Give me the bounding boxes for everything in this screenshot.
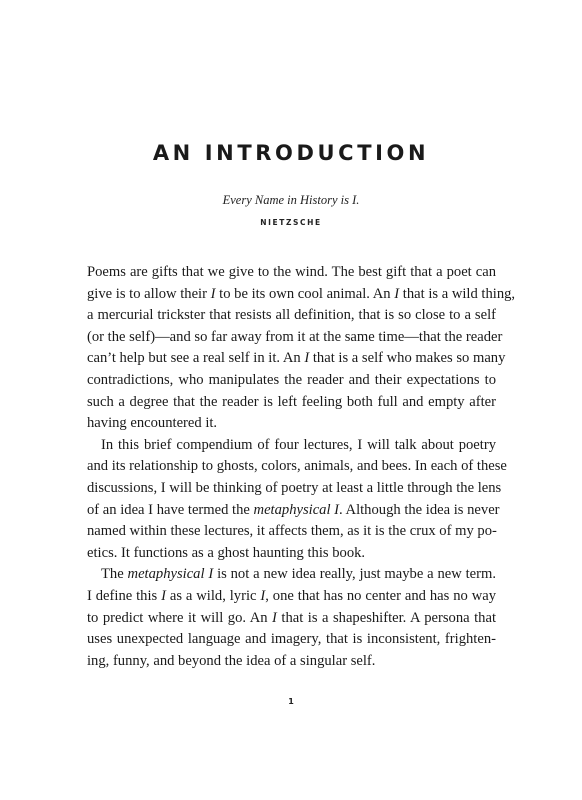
text-run: . Although the idea is never: [339, 501, 500, 518]
text-run: that is a self who makes so many: [309, 350, 506, 367]
page-number: 1: [288, 697, 294, 706]
text-run: discussions, I will be thinking of poetry at least a little through the lens: [87, 479, 502, 496]
text-run: (or the self)—and so far away from it at the same time—that the reader: [87, 328, 503, 345]
text-run: can’t help but see a real self in it. An: [87, 350, 305, 367]
chapter-title: AN INTRODUCTION: [152, 141, 430, 165]
text-run: to be its own cool animal. An: [215, 285, 395, 302]
body-line: [87, 543, 496, 565]
body-line: [87, 348, 506, 370]
body-line: [87, 608, 496, 630]
text-run: that is a shapeshifter. A persona that: [276, 609, 496, 626]
italic-text: I: [394, 285, 400, 302]
text-run: that is a wild thing,: [399, 285, 516, 302]
epigraph-quote: Every Name in History is I.: [222, 193, 360, 207]
body-line: [87, 456, 507, 478]
text-run: In this brief compendium of four lectures, I will talk about poetry: [101, 436, 496, 453]
text-run: give is to allow their: [87, 285, 211, 302]
italic-text: I: [210, 285, 216, 302]
italic-text: I: [161, 587, 166, 604]
text-run: contradictions, who manipulates the reader and their expectations to: [87, 371, 496, 388]
text-run: of an idea I have termed the: [87, 501, 254, 518]
text-run: I define this: [87, 587, 162, 604]
text-run: is not a new idea really, just maybe a new term.: [213, 566, 496, 583]
text-run: Poems are gifts that we give to the wind. The best gift that a poet can: [87, 264, 496, 280]
body-line: [87, 478, 502, 500]
body-line: [87, 435, 496, 457]
body-line: [87, 564, 496, 586]
text-run: etics. It functions as a ghost haunting this book.: [87, 544, 366, 561]
text-run: named within these lectures, it affects them, as it is the crux of my po-: [87, 523, 497, 540]
body-line: [87, 629, 496, 651]
text-run: ing, funny, and beyond the idea of a singular self.: [87, 652, 376, 669]
body-line: [87, 284, 516, 306]
italic-text: metaphysical I: [127, 566, 214, 583]
text-run: uses unexpected language and imagery, that is inconsistent, frighten-: [87, 631, 496, 648]
body-line: [87, 327, 503, 349]
epigraph-attribution: NIETZSCHE: [260, 218, 322, 227]
body-line: [87, 305, 496, 327]
body-line: [87, 651, 496, 673]
body-line: [87, 392, 496, 414]
text-run: , one that has no center and has no way: [265, 587, 497, 604]
italic-text: I: [272, 609, 277, 626]
body-line: [87, 521, 496, 543]
body-line: [87, 370, 496, 392]
text-run: The: [101, 566, 128, 583]
text-run: a mercurial trickster that resists all definition, that is so close to a self: [87, 307, 496, 324]
italic-text: I: [304, 350, 310, 367]
body-line: [87, 262, 496, 284]
text-run: and its relationship to ghosts, colors, animals, and bees. In each of these: [87, 458, 507, 475]
italic-text: metaphysical I: [253, 501, 340, 518]
body-line: [87, 500, 500, 522]
body-line: [87, 413, 496, 435]
body-line: [87, 586, 496, 608]
text-run: such a degree that the reader is left feeling both full and empty after: [87, 393, 496, 410]
italic-text: I: [260, 587, 266, 604]
text-run: having encountered it.: [87, 415, 218, 432]
text-run: as a wild, lyric: [165, 587, 261, 604]
body-text: [87, 262, 516, 672]
text-run: to predict where it will go. An: [87, 609, 273, 626]
